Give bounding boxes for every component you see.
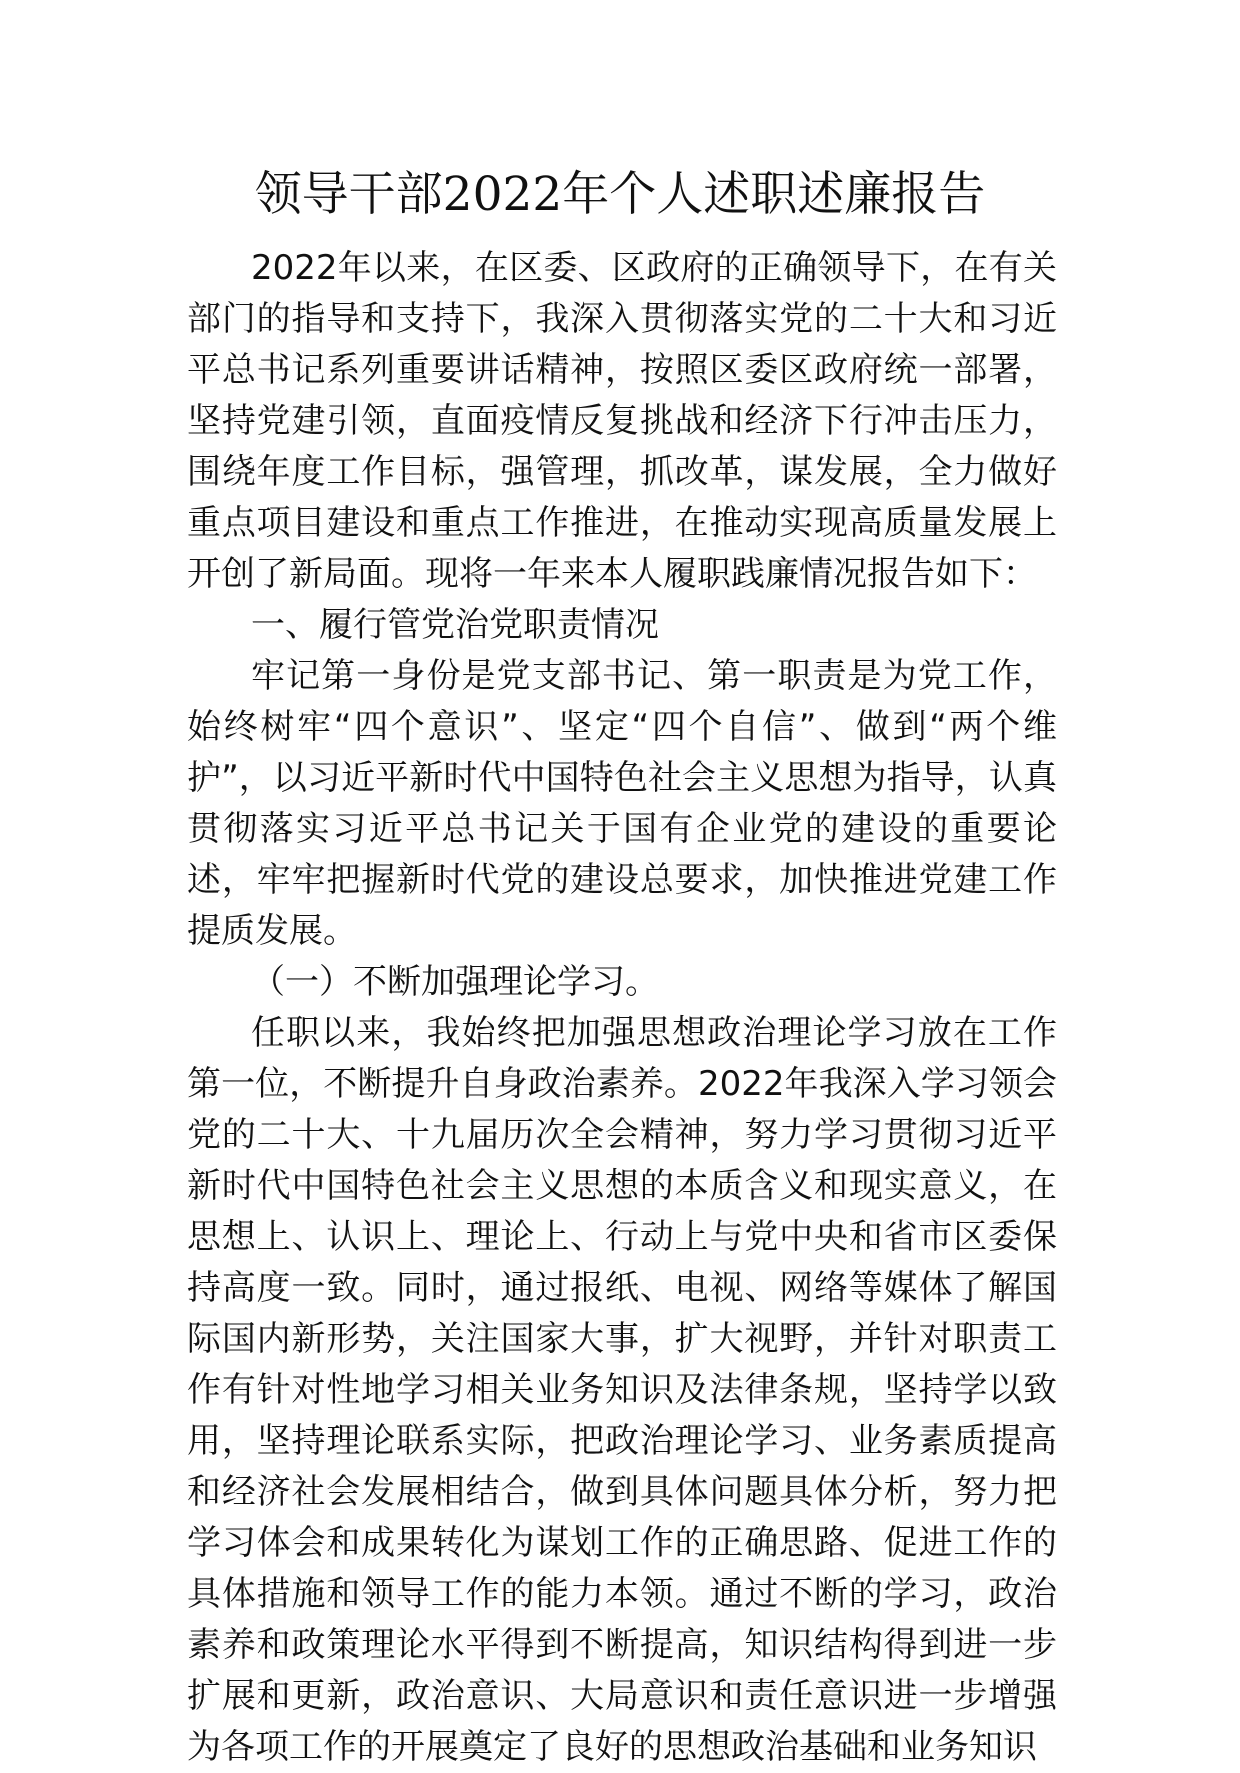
subsection-heading-1: （一）不断加强理论学习。: [251, 962, 659, 1002]
document-body: [187, 243, 1057, 1773]
paragraph-party-duty: 牢记第一身份是党支部书记、第一职责是为党工作，始终树牢“四个意识”、坚定“四个自信”、做到“两个维护”，以习近平新时代中国特色社会主义思想为指导，认真贯彻落实习近平总书记关于国有企业党的建设的重要论述，牢牢把握新时代党的建设总要求，加快推进党建工作提质发展。: [187, 656, 1057, 951]
document-title: 领导干部2022年个人述职述廉报告: [254, 167, 986, 222]
section-heading-1: 一、履行管党治党职责情况: [251, 605, 659, 645]
paragraph-intro: 2022年以来，在区委、区政府的正确领导下，在有关部门的指导和支持下，我深入贯彻落实党的二十大和习近平总书记系列重要讲话精神，按照区委区政府统一部署，坚持党建引领，直面疫情反复挑战和经济下行冲击压力，围绕年度工作目标，强管理，抓改革，谋发展，全力做好重点项目建设和重点工作推进，在推动实现高质量发展上开创了新局面。现将一年来本人履职践廉情况报告如下：: [187, 248, 1057, 594]
paragraph-theory-study: 任职以来，我始终把加强思想政治理论学习放在工作第一位，不断提升自身政治素养。2022年我深入学习领会党的二十大、十九届历次全会精神，努力学习贯彻习近平新时代中国特色社会主义思想的本质含义和现实意义，在思想上、认识上、理论上、行动上与党中央和省市区委保持高度一致。同时，通过报纸、电视、网络等媒体了解国际国内新形势，关注国家大事，扩大视野，并针对职责工作有针对性地学习相关业务知识及法律条规，坚持学以致用，坚持理论联系实际，把政治理论学习、业务素质提高和经济社会发展相结合，做到具体问题具体分析，努力把学习体会和成果转化为谋划工作的正确思路、促进工作的具体措施和领导工作的能力本领。通过不断的学习，政治素养和政策理论水平得到不断提高，知识结构得到进一步扩展和更新，政治意识、大局意识和责任意识进一步增强为各项工作的开展奠定了良好的思想政治基础和业务知识: [187, 1013, 1057, 1767]
